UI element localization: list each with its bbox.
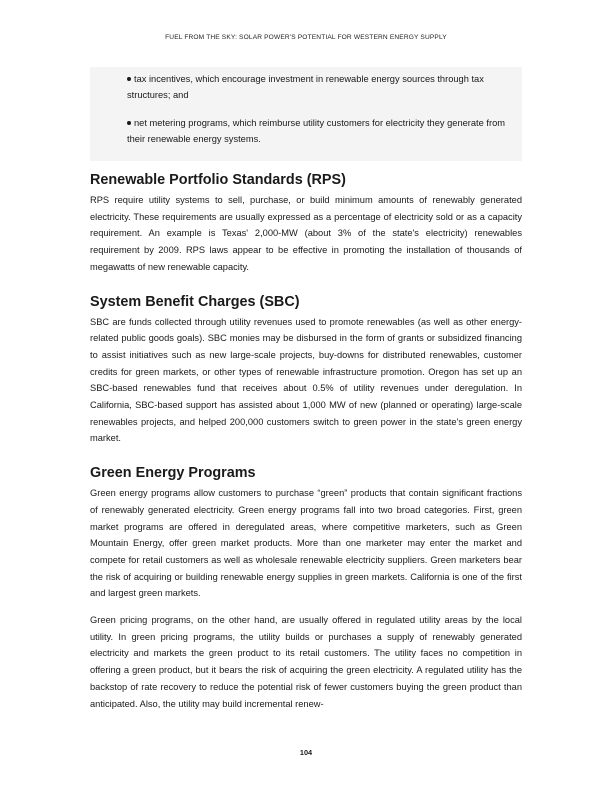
page-number: 104 bbox=[299, 748, 313, 757]
section-green-energy-programs bbox=[90, 461, 522, 712]
bullet-icon bbox=[127, 77, 131, 81]
paragraph: SBC are funds collected through utility revenues used to promote renewables (as well as other energy-related public goods goals). SBC monies may be disbursed in the form of grants or subsidized financing to assist initiatives such as new large-scale projects, buy-downs for distributed renewables, customer credits for green markets, or other types of renewable infrastructure promotion. Oregon has set up an SBC-based renewables fund that receives about 0.5% of utility revenues under deregulation. In California, SBC-based support has assisted about 1,000 MW of new (planned or operating) large-scale renewables projects, and helped 200,000 customers switch to green power in the state's green energy market. bbox=[90, 316, 522, 444]
bullet-icon bbox=[127, 121, 131, 125]
bullet-text: tax incentives, which encourage investment in renewable energy sources through tax structures; and bbox=[127, 74, 484, 100]
section-rps bbox=[90, 168, 522, 276]
bullet-item-tax-incentives bbox=[127, 71, 513, 103]
section-heading: Renewable Portfolio Standards (RPS) bbox=[90, 172, 346, 188]
bullet-item-net-metering bbox=[127, 115, 513, 147]
bullet-list bbox=[90, 67, 522, 161]
bullet-text: net metering programs, which reimburse utility customers for electricity they generate from their renewable energy systems. bbox=[127, 118, 505, 144]
section-heading: System Benefit Charges (SBC) bbox=[90, 293, 300, 310]
paragraph: Green energy programs allow customers to purchase “green” products that contain significant fractions of renewably generated electricity. Green energy programs fall into two broad categories. First, green market programs are offered in deregulated areas, where competitive marketers, such as Green Mountain Energy, offer green market products. More than one marketer may enter the market and compete for retail customers as well as wholesale renewable electricity suppliers. Green marketers bear the risk of acquiring or building renewable energy supplies in green markets. California is one of the first and largest green markets. bbox=[90, 488, 522, 599]
section-sbc bbox=[90, 290, 522, 448]
running-header: FUEL FROM THE SKY: SOLAR POWER'S POTENTIAL FOR WESTERN ENERGY SUPPLY bbox=[165, 34, 447, 41]
section-heading: Green Energy Programs bbox=[90, 465, 256, 482]
main-content bbox=[90, 168, 522, 712]
paragraph: Green pricing programs, on the other hand, are usually offered in regulated utility areas by the local utility. In green pricing programs, the utility builds or purchases a supply of renewably generated electricity and markets the green product to its retail customers. The utility faces no competition in offering a green product, but it bears the risk of acquiring the green electricity. A regulated utility has the backstop of rate recovery to reduce the potential risk of fewer customers buying the green product than anticipated. Also, the utility may build incremental renew- bbox=[90, 615, 522, 709]
paragraph: RPS require utility systems to sell, purchase, or build minimum amounts of renewably generated electricity. These requirements are usually expressed as a percentage of electricity sold or as a capacity requirement. An example is Texas' 2,000-MW (about 3% of the state's electricity) renewables requirement by 2009. RPS laws appear to be effective in promoting the installation of thousands of megawatts of new renewable capacity. bbox=[90, 195, 522, 272]
